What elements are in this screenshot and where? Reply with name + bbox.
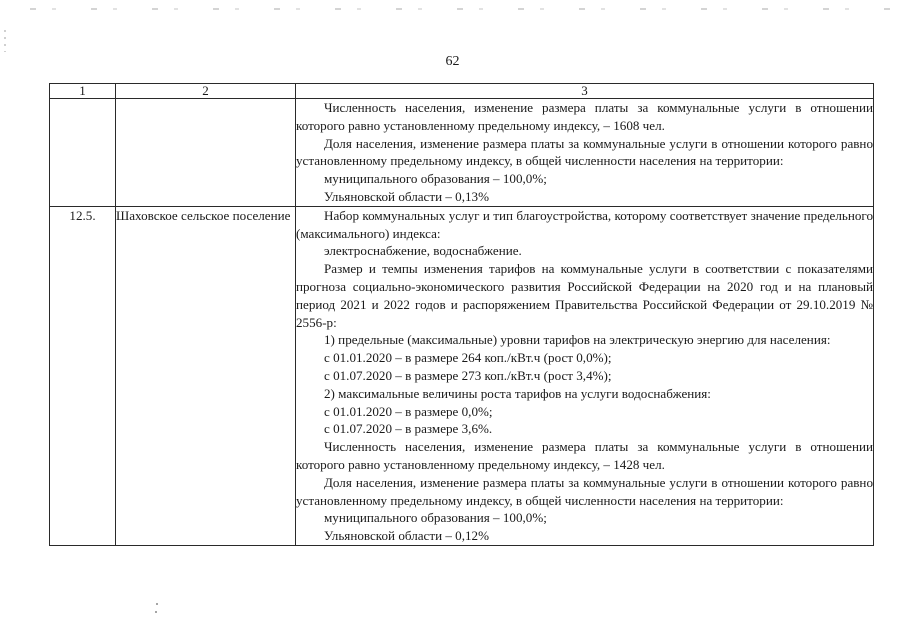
scan-artifact-top	[30, 8, 890, 10]
page-number: 62	[445, 54, 460, 69]
population-share-paragraph: Доля населения, изменение размера платы за коммунальные услуги в отношении которого равно установленному предельному индексу, в общей численности населения на территории:	[296, 135, 873, 169]
electricity-tariff-paragraph: 1) предельные (максимальные) уровни тарифов на электрическую энергию для населения:	[324, 332, 831, 348]
content-cell	[296, 99, 874, 207]
electricity-tariff-line-jul: с 01.07.2020 – в размере 273 коп./кВт.ч (рост 3,4%);	[324, 367, 612, 383]
service-list-line: электроснабжение, водоснабжение.	[324, 243, 522, 259]
table-header-row	[50, 84, 874, 99]
scan-artifact-left	[4, 30, 6, 52]
scan-speck	[155, 611, 157, 613]
regional-share-line: Ульяновской области – 0,13%	[324, 188, 490, 204]
settlement-name-cell	[116, 99, 296, 207]
column-header-2: 2	[116, 84, 296, 99]
table-row	[50, 206, 874, 545]
population-share-paragraph: Доля населения, изменение размера платы за коммунальные услуги в отношении которого равно установленному предельному индексу, в общей численности населения на территории:	[296, 474, 873, 508]
content-cell	[296, 206, 874, 545]
water-tariff-line-jan: с 01.01.2020 – в размере 0,0%;	[324, 403, 493, 419]
water-tariff-line-jul: с 01.07.2020 – в размере 3,6%.	[324, 421, 493, 437]
water-tariff-heading: 2) максимальные величины роста тарифов на услуги водоснабжения:	[324, 385, 711, 401]
population-count-paragraph: Численность населения, изменение размера платы за коммунальные услуги в отношении которого равно установленному предельному индексу, – 1428 чел.	[296, 439, 873, 472]
regional-share-line: Ульяновской области – 0,12%	[324, 528, 490, 544]
settlement-name-cell: Шаховское сельское поселение	[116, 206, 296, 545]
document-table	[49, 83, 874, 546]
row-number-cell: 12.5.	[50, 206, 116, 545]
tariff-change-paragraph: Размер и темпы изменения тарифов на коммунальные услуги в соответствии с показателями прогноза социально-экономического развития Российской Федерации на 2020 год и на плановый период 2021 и 2022 годов и распоряжением Правительства Российской Федерации от 29.10.2019 № 2556-р:	[296, 261, 873, 330]
population-count-paragraph: Численность населения, изменение размера платы за коммунальные услуги в отношении которого равно установленному предельному индексу, – 1608 чел.	[296, 100, 873, 133]
column-header-1: 1	[50, 84, 116, 99]
table-row	[50, 99, 874, 207]
municipal-share-line: муниципального образования – 100,0%;	[324, 510, 547, 526]
electricity-tariff-line-jan: с 01.01.2020 – в размере 264 коп./кВт.ч (рост 0,0%);	[324, 350, 612, 366]
column-header-3: 3	[296, 84, 874, 99]
scan-speck	[156, 603, 158, 605]
service-set-paragraph: Набор коммунальных услуг и тип благоустройства, которому соответствует значение предельного (максимального) индекса:	[296, 207, 873, 241]
row-number-cell	[50, 99, 116, 207]
municipal-share-line: муниципального образования – 100,0%;	[324, 171, 547, 187]
